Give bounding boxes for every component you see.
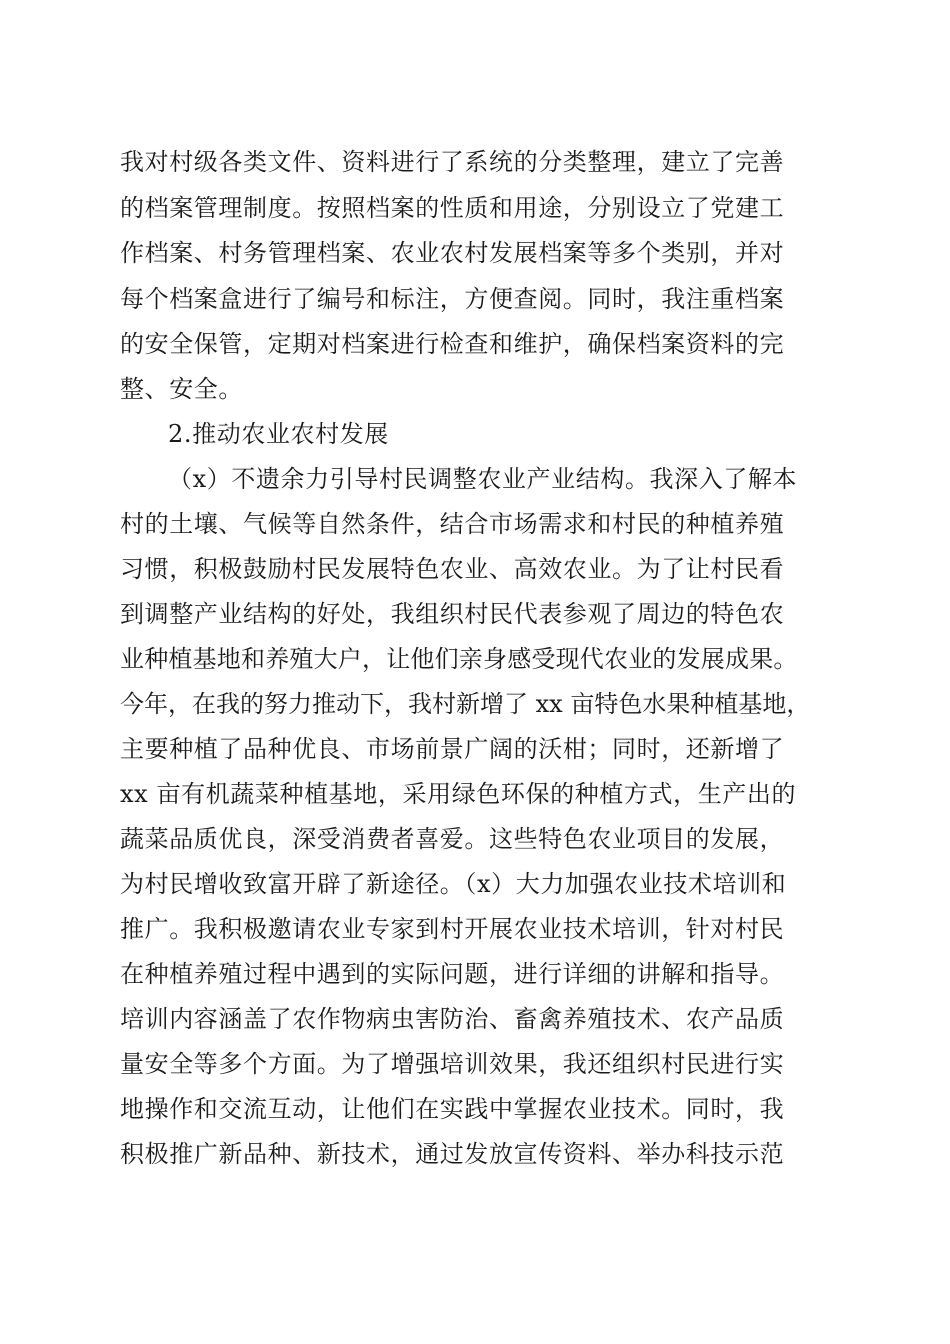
text-line: 地操作和交流互动，让他们在实践中掌握农业技术。同时，我: [120, 1095, 785, 1123]
text-line: 我对村级各类文件、资料进行了系统的分类整理，建立了完善: [120, 148, 785, 176]
text-line: 村的土壤、气候等自然条件，结合市场需求和村民的种植养殖: [120, 510, 785, 538]
text-line: xx 亩有机蔬菜种植基地，采用绿色环保的种植方式，生产出的: [120, 780, 797, 808]
text-line: 业种植基地和养殖大户，让他们亲身感受现代农业的发展成果。: [120, 645, 798, 673]
text-line: 主要种植了品种优良、市场前景广阔的沃柑；同时，还新增了: [120, 735, 785, 763]
text-line: 作档案、村务管理档案、农业农村发展档案等多个类别，并对: [120, 239, 785, 267]
text-line: 到调整产业结构的好处，我组织村民代表参观了周边的特色农: [120, 600, 785, 628]
paragraph-first-line: （x）不遗余力引导村民调整农业产业结构。我深入了解本: [168, 465, 798, 493]
text-line: 的档案管理制度。按照档案的性质和用途，分别设立了党建工: [120, 194, 785, 222]
text-line: 整、安全。: [120, 375, 243, 403]
text-line: 的安全保管，定期对档案进行检查和维护，确保档案资料的完: [120, 330, 785, 358]
text-line: 在种植养殖过程中遇到的实际问题，进行详细的讲解和指导。: [120, 960, 785, 988]
text-line: 积极推广新品种、新技术，通过发放宣传资料、举办科技示范: [120, 1140, 785, 1168]
text-line: 每个档案盒进行了编号和标注，方便查阅。同时，我注重档案: [120, 285, 785, 313]
text-line: 培训内容涵盖了农作物病虫害防治、畜禽养殖技术、农产品质: [120, 1005, 785, 1033]
text-line: 今年，在我的努力推动下，我村新增了 xx 亩特色水果种植基地，: [120, 690, 811, 718]
text-line: 推广。我积极邀请农业专家到村开展农业技术培训，针对村民: [120, 915, 785, 943]
text-line: 为村民增收致富开辟了新途径。（x）大力加强农业技术培训和: [120, 870, 787, 898]
text-line: 蔬菜品质优良，深受消费者喜爱。这些特色农业项目的发展，: [120, 825, 785, 853]
text-line: 量安全等多个方面。为了增强培训效果，我还组织村民进行实: [120, 1050, 785, 1078]
section-heading: 2.推动农业农村发展: [168, 420, 389, 448]
text-line: 习惯，积极鼓励村民发展特色农业、高效农业。为了让村民看: [120, 555, 785, 583]
